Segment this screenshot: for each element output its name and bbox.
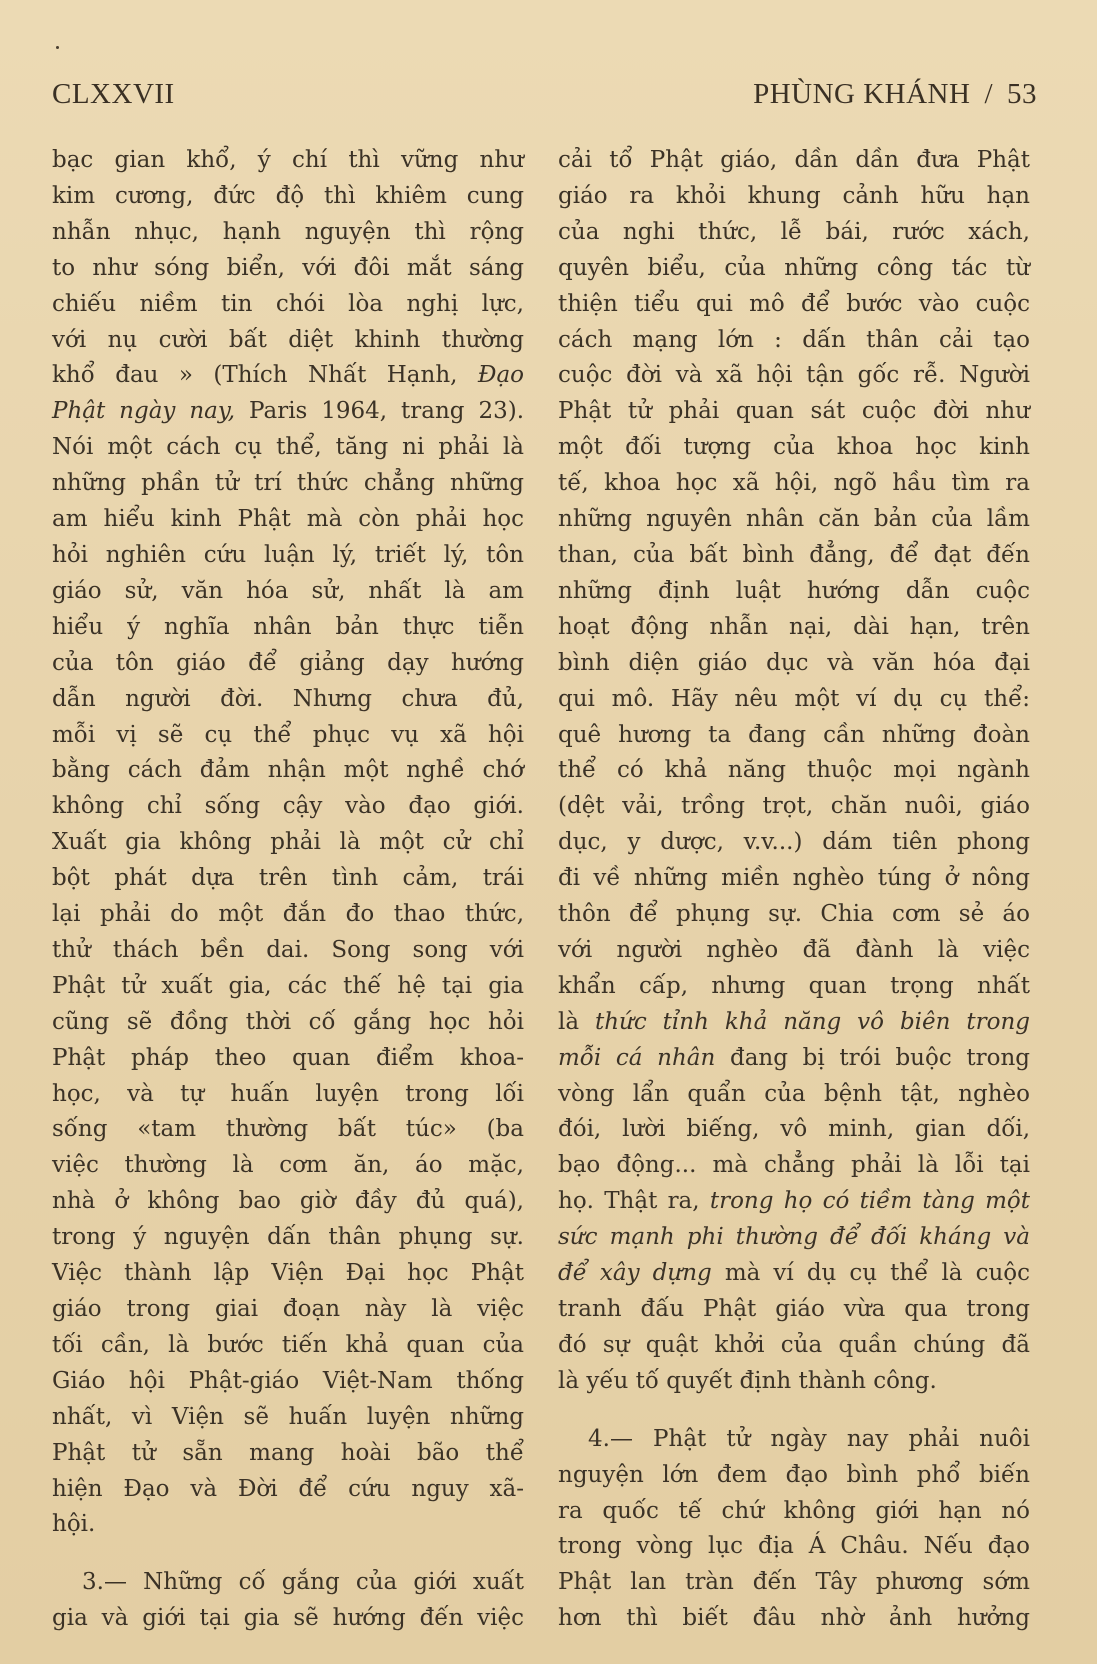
text-line: hiện Đạo và Đời để cứu nguy xã- bbox=[52, 1475, 524, 1502]
text-line: với nụ cười bất diệt khinh thường bbox=[52, 326, 524, 353]
text-line: ra quốc tế chứ không giới hạn nó bbox=[558, 1497, 1030, 1524]
text-line: một đối tượng của khoa học kinh bbox=[558, 434, 1030, 461]
text-line: cuộc đời và xã hội tận gốc rễ. Người bbox=[558, 362, 1030, 389]
text-line: to như sóng biển, với đôi mắt sáng bbox=[52, 254, 524, 281]
text-line: Phật tử phải quan sát cuộc đời như bbox=[558, 398, 1030, 425]
text-line: với người nghèo đã đành là việc bbox=[558, 936, 1030, 963]
text-line: Phật lan tràn đến Tây phương sớm bbox=[558, 1569, 1030, 1596]
text-line: hiểu ý nghĩa nhân bản thực tiễn bbox=[52, 613, 524, 640]
text-line: dẫn người đời. Nhưng chưa đủ, bbox=[52, 685, 524, 712]
text-line: thể có khả năng thuộc mọi ngành bbox=[558, 757, 1030, 784]
text-line: tối cần, là bước tiến khả quan của bbox=[52, 1331, 524, 1358]
text-line: 4.— Phật tử ngày nay phải nuôi bbox=[588, 1425, 1030, 1452]
text-line: đi về những miền nghèo túng ở nông bbox=[558, 865, 1030, 892]
right-column bbox=[558, 143, 1030, 1637]
book-title: Đạo bbox=[477, 362, 524, 389]
book-title: Phật ngày nay, bbox=[52, 398, 236, 425]
text-line: vòng lẩn quẩn của bệnh tật, nghèo bbox=[558, 1080, 1030, 1107]
text-segment: khổ đau » (Thích Nhất Hạnh, bbox=[52, 362, 478, 389]
text-line: gia và giới tại gia sẽ hướng đến việc bbox=[52, 1605, 524, 1632]
text-line: hơn thì biết đâu nhờ ảnh hưởng bbox=[558, 1605, 1030, 1632]
paragraph-gap bbox=[558, 1400, 1030, 1422]
author-name: PHÙNG KHÁNH bbox=[753, 78, 971, 110]
chapter-number: CLXXVII bbox=[52, 78, 175, 110]
header-right bbox=[753, 78, 1037, 111]
text-segment: là bbox=[558, 1008, 595, 1035]
text-line: nhẫn nhục, hạnh nguyện thì rộng bbox=[52, 218, 524, 245]
text-line: bình diện giáo dục và văn hóa đại bbox=[558, 649, 1030, 676]
text-line: giáo trong giai đoạn này là việc bbox=[52, 1296, 524, 1322]
text-line bbox=[558, 1220, 1030, 1256]
text-line: giáo ra khỏi khung cảnh hữu hạn bbox=[558, 182, 1030, 209]
text-line bbox=[558, 1005, 1030, 1041]
text-line: tranh đấu Phật giáo vừa qua trong bbox=[558, 1296, 1030, 1322]
text-line: học, và tự huấn luyện trong lối bbox=[52, 1080, 524, 1107]
italic-phrase: mỗi cá nhân bbox=[558, 1044, 716, 1071]
text-line: đó sự quật khởi của quần chúng đã bbox=[558, 1331, 1030, 1358]
text-line: thôn để phụng sự. Chia cơm sẻ áo bbox=[558, 901, 1030, 928]
text-line: tế, khoa học xã hội, ngõ hầu tìm ra bbox=[558, 470, 1030, 497]
text-line: đói, lười biếng, vô minh, gian dối, bbox=[558, 1116, 1030, 1143]
text-segment: mà ví dụ cụ thể là cuộc bbox=[724, 1260, 1031, 1287]
text-line: than, của bất bình đẳng, để đạt đến bbox=[558, 541, 1030, 568]
text-line: hoạt động nhẫn nại, dài hạn, trên bbox=[558, 613, 1030, 640]
italic-phrase: trong họ có tiềm tàng một bbox=[709, 1188, 1030, 1215]
text-line: dục, y dược, v.v...) dám tiên phong bbox=[558, 829, 1030, 856]
text-line: cải tổ Phật giáo, dần dần đưa Phật bbox=[558, 147, 1030, 173]
text-line: bạc gian khổ, ý chí thì vững như bbox=[52, 147, 524, 173]
text-line: không chỉ sống cậy vào đạo giới. bbox=[52, 793, 524, 820]
italic-phrase: thức tỉnh khả năng vô biên trong bbox=[595, 1008, 1030, 1035]
text-line: Việc thành lập Viện Đại học Phật bbox=[52, 1260, 524, 1287]
text-line: 3.— Những cố gắng của giới xuất bbox=[82, 1569, 524, 1596]
text-line: mỗi vị sẽ cụ thể phục vụ xã hội bbox=[52, 721, 524, 748]
text-line: quyên biểu, của những công tác từ bbox=[558, 254, 1030, 281]
text-line: thử thách bền dai. Song song với bbox=[52, 936, 524, 963]
text-line: những nguyên nhân căn bản của lầm bbox=[558, 506, 1030, 533]
text-line: việc thường là cơm ăn, áo mặc, bbox=[52, 1152, 524, 1179]
text-line: Xuất gia không phải là một cử chỉ bbox=[52, 829, 524, 856]
paragraph-gap bbox=[52, 1543, 524, 1565]
text-line: nhà ở không bao giờ đầy đủ quá), bbox=[52, 1188, 524, 1215]
text-line: qui mô. Hãy nêu một ví dụ cụ thể: bbox=[558, 685, 1030, 712]
text-line: chiếu niềm tin chói lòa nghị lực, bbox=[52, 290, 524, 317]
text-line bbox=[558, 1184, 1030, 1220]
text-line: nhất, vì Viện sẽ huấn luyện những bbox=[52, 1403, 524, 1430]
text-line: những định luật hướng dẫn cuộc bbox=[558, 577, 1030, 604]
text-line: bằng cách đảm nhận một nghề chớ bbox=[52, 757, 524, 784]
text-line bbox=[52, 358, 524, 394]
text-line: thiện tiểu qui mô để bước vào cuộc bbox=[558, 290, 1030, 317]
text-line: trong ý nguyện dấn thân phụng sự. bbox=[52, 1224, 524, 1251]
text-line: cũng sẽ đồng thời cố gắng học hỏi bbox=[52, 1008, 524, 1035]
text-line: quê hương ta đang cần những đoàn bbox=[558, 721, 1030, 748]
text-line: là yếu tố quyết định thành công. bbox=[558, 1367, 937, 1394]
text-line: Phật pháp theo quan điểm khoa- bbox=[52, 1044, 524, 1071]
text-line: Nói một cách cụ thể, tăng ni phải là bbox=[52, 434, 524, 461]
text-line: Giáo hội Phật-giáo Việt-Nam thống bbox=[52, 1367, 524, 1394]
text-line: am hiểu kinh Phật mà còn phải học bbox=[52, 506, 524, 533]
text-segment: họ. Thật ra, bbox=[558, 1188, 710, 1215]
text-line: bột phát dựa trên tình cảm, trái bbox=[52, 865, 524, 892]
text-line: những phần tử trí thức chẳng những bbox=[52, 470, 524, 497]
text-line: nguyện lớn đem đạo bình phổ biến bbox=[558, 1461, 1030, 1488]
text-line bbox=[52, 394, 524, 430]
running-header bbox=[52, 78, 1037, 118]
text-line: bạo động... mà chẳng phải là lỗi tại bbox=[558, 1152, 1030, 1179]
text-line: của nghi thức, lễ bái, rước xách, bbox=[558, 218, 1030, 245]
text-line: cách mạng lớn : dấn thân cải tạo bbox=[558, 326, 1030, 353]
text-line: Phật tử xuất gia, các thế hệ tại gia bbox=[52, 972, 524, 999]
page-number: 53 bbox=[1007, 78, 1037, 110]
left-column bbox=[52, 143, 524, 1637]
header-separator: / bbox=[984, 78, 993, 110]
text-segment: Paris 1964, trang 23). bbox=[249, 398, 525, 425]
text-line: lại phải do một đắn đo thao thức, bbox=[52, 901, 524, 928]
text-line: trong vòng lục địa Á Châu. Nếu đạo bbox=[558, 1533, 1030, 1560]
page-speck bbox=[56, 46, 59, 49]
text-segment: đang bị trói buộc trong bbox=[729, 1044, 1031, 1071]
text-line bbox=[558, 1256, 1030, 1292]
text-line: kim cương, đức độ thì khiêm cung bbox=[52, 182, 524, 209]
italic-phrase: sức mạnh phi thường để đối kháng và bbox=[558, 1224, 1030, 1251]
italic-phrase: để xây dựng bbox=[558, 1260, 712, 1287]
text-line: của tôn giáo để giảng dạy hướng bbox=[52, 649, 524, 676]
text-line: khẩn cấp, nhưng quan trọng nhất bbox=[558, 972, 1030, 999]
text-line: Phật tử sẵn mang hoài bão thể bbox=[52, 1439, 524, 1466]
text-line: (dệt vải, trồng trọt, chăn nuôi, giáo bbox=[558, 793, 1030, 820]
text-line: sống «tam thường bất túc» (ba bbox=[52, 1116, 524, 1143]
text-line bbox=[558, 1041, 1030, 1077]
text-line: hỏi nghiên cứu luận lý, triết lý, tôn bbox=[52, 541, 524, 568]
text-line: hội. bbox=[52, 1511, 96, 1538]
text-line: giáo sử, văn hóa sử, nhất là am bbox=[52, 577, 524, 604]
